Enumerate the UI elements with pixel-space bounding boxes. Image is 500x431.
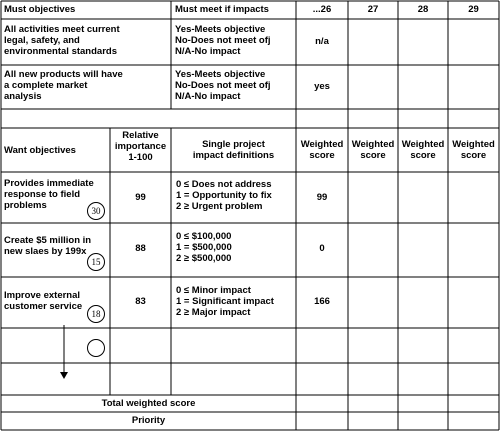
- want-definition-1-0: 0 ≤ Does not address: [176, 179, 272, 190]
- want-score-3: 166: [314, 296, 330, 307]
- want-score-1: 99: [316, 192, 328, 203]
- want-objective-1: Provides immediate response to field problems: [4, 178, 94, 211]
- must-value-1: n/a: [315, 36, 329, 47]
- want-definition-2-2: 2 ≥ $500,000: [176, 253, 232, 264]
- want-circle-3: 18: [87, 305, 105, 323]
- want-circle-2: 15: [87, 253, 105, 271]
- want-definition-2-1: 1 = $500,000: [176, 242, 232, 253]
- want-definition-1-2: 2 ≥ Urgent problem: [176, 201, 263, 212]
- must-criteria-1: Yes-Meets objective No-Does not meet ofj N/A-No impact: [175, 24, 271, 57]
- want-definition-1-1: 1 = Opportunity to fix: [176, 190, 272, 201]
- column-header-29: 29: [468, 4, 479, 15]
- empty-circle: [87, 339, 105, 357]
- want-importance-2: 88: [135, 243, 146, 254]
- want-definition-3-0: 0 ≤ Minor impact: [176, 285, 251, 296]
- relative-importance-header: Relative importance 1-100: [114, 130, 167, 163]
- weighted-score-header-28: Weighted score: [401, 139, 445, 161]
- want-circle-1: 30: [87, 202, 105, 220]
- must-objective-2: All new products will have a complete market analysis: [4, 69, 123, 102]
- impact-definitions-header: Single project impact definitions: [192, 139, 275, 161]
- must-value-2: yes: [314, 81, 330, 92]
- must-meet-if-impacts-header: Must meet if impacts: [175, 4, 269, 15]
- column-header-26: ...26: [312, 4, 332, 15]
- weighted-score-header-27: Weighted score: [351, 139, 395, 161]
- column-header-28: 28: [417, 4, 429, 15]
- want-objective-3: Improve external customer service: [4, 290, 83, 312]
- want-definition-3-1: 1 = Significant impact: [176, 296, 274, 307]
- must-objective-1: All activities meet current legal, safety, and environmental standards: [4, 24, 120, 57]
- weighted-score-header-29: Weighted score: [452, 139, 495, 161]
- want-objectives-header: Want objectives: [4, 145, 76, 156]
- must-criteria-2: Yes-Meets objective No-Does not meet ofj N/A-No impact: [175, 69, 271, 102]
- total-weighted-score-label: Total weighted score: [101, 398, 196, 409]
- must-objectives-header: Must objectives: [4, 4, 76, 15]
- want-definition-3-2: 2 ≥ Major impact: [176, 307, 251, 318]
- want-score-2: 0: [319, 243, 325, 254]
- want-definition-2-0: 0 ≤ $100,000: [176, 231, 232, 242]
- weighted-score-header-26: Weighted score: [300, 139, 344, 161]
- column-header-27: 27: [367, 4, 379, 15]
- priority-label: Priority: [131, 415, 166, 426]
- want-importance-3: 83: [135, 296, 146, 307]
- want-importance-1: 99: [135, 192, 146, 203]
- want-objective-2: Create $5 million in new slaes by 199x: [4, 235, 92, 257]
